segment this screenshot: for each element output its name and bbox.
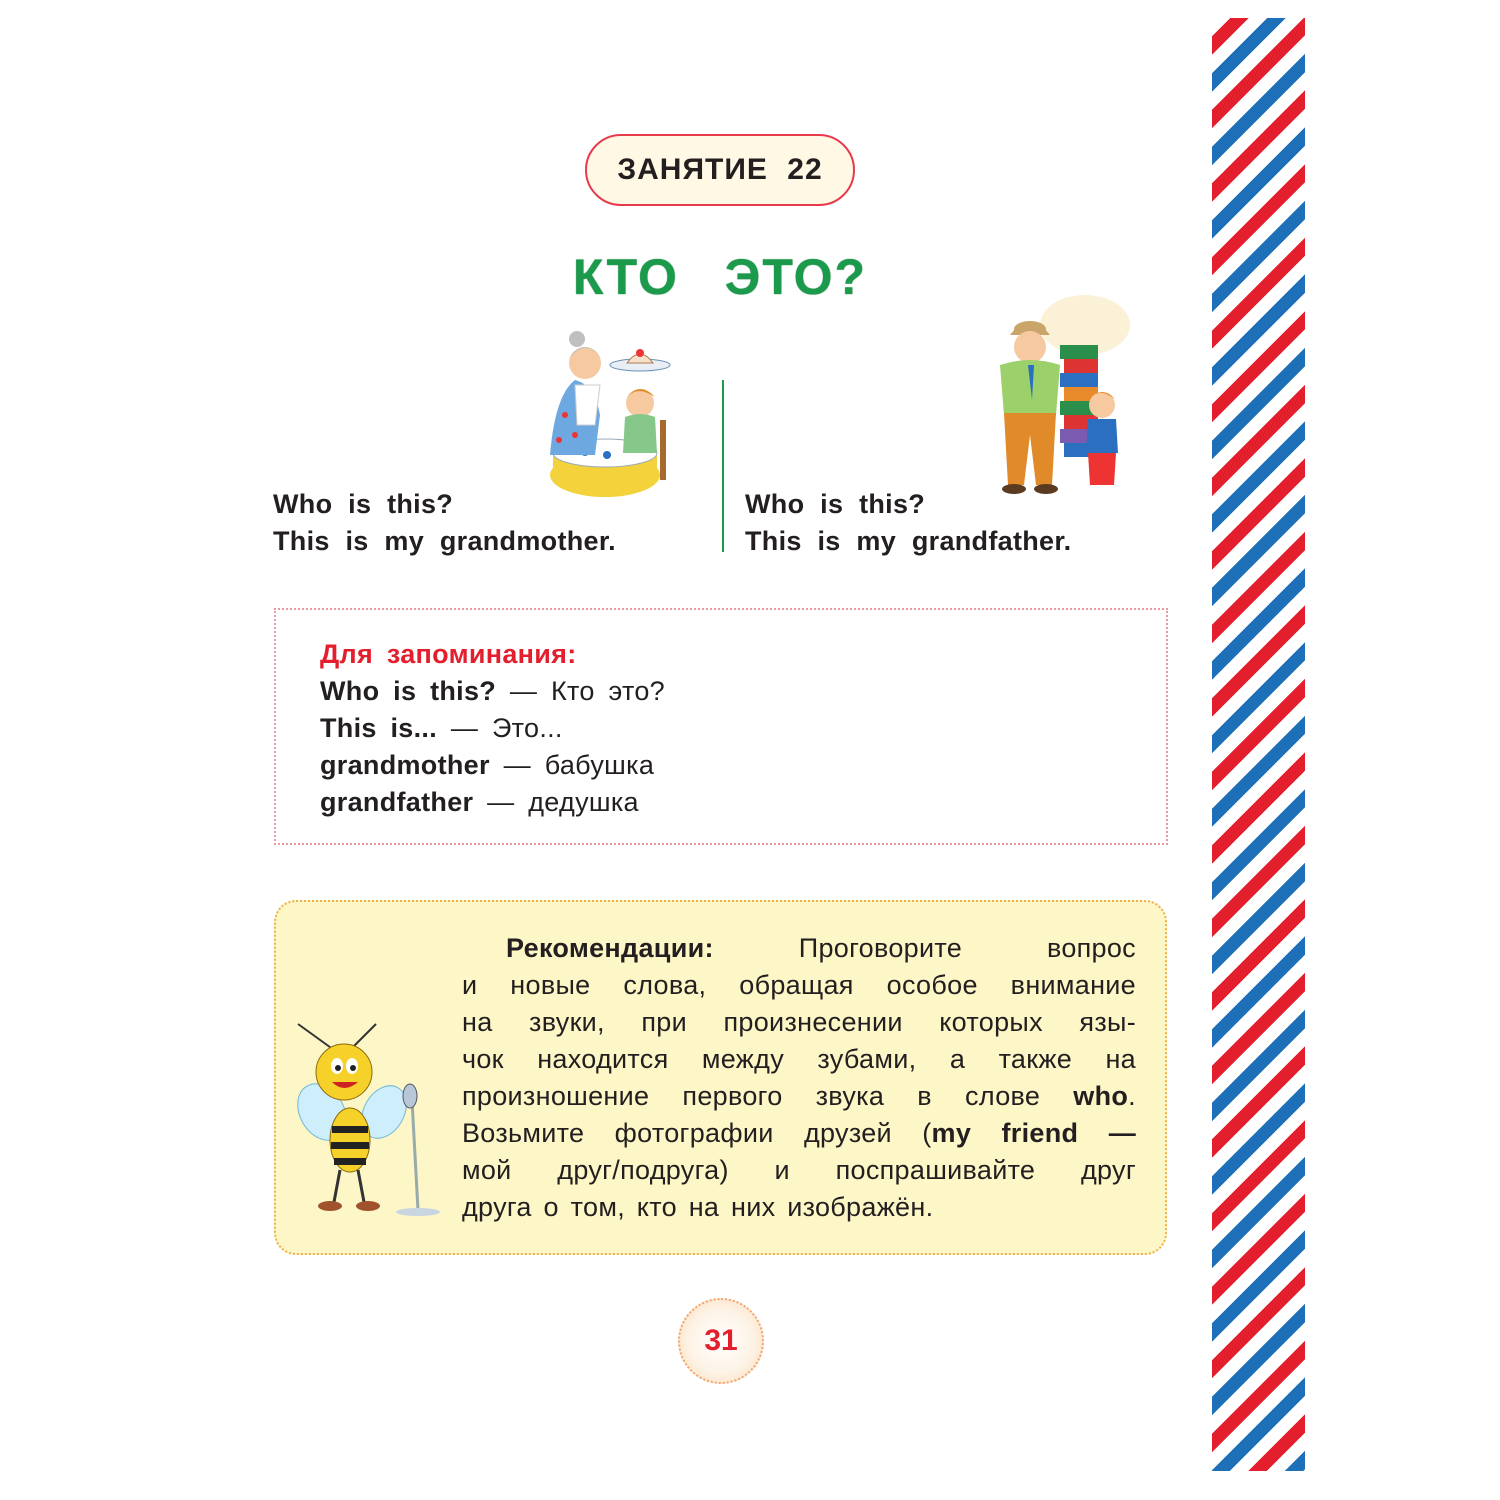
dialog-question: Who is this? xyxy=(745,489,926,519)
rec-line: Возьмите фотографии друзей (my friend — xyxy=(462,1118,1136,1148)
memo-term: grandfather xyxy=(320,787,474,817)
recommendations-text xyxy=(462,930,1136,1226)
memo-item xyxy=(320,784,665,821)
memo-content xyxy=(320,636,665,821)
memo-term: This is... xyxy=(320,713,438,743)
rec-line: на звуки, при произнесении которых язы- xyxy=(462,1007,1136,1037)
memo-item xyxy=(320,710,665,747)
page-title: КТО ЭТО? xyxy=(572,249,868,305)
rec-line: чок находится между зубами, а также на xyxy=(462,1044,1136,1074)
grandmother-illustration xyxy=(545,325,680,505)
rec-label: Рекомендации: xyxy=(506,933,714,963)
page-number: 31 xyxy=(678,1298,764,1384)
memo-translation: — бабушка xyxy=(503,750,655,780)
grandfather-illustration xyxy=(990,285,1130,500)
dialog-answer: This is my grandfather. xyxy=(745,526,1072,556)
column-divider xyxy=(722,380,724,552)
lesson-badge: ЗАНЯТИЕ 22 xyxy=(585,134,855,206)
rec-word-who: who xyxy=(1073,1081,1129,1111)
memo-translation: — Это... xyxy=(450,713,563,743)
rec-line: и новые слова, обращая особое внимание xyxy=(462,970,1136,1000)
memo-term: grandmother xyxy=(320,750,490,780)
memo-translation: — дедушка xyxy=(487,787,639,817)
bee-illustration xyxy=(292,1020,440,1220)
rec-line: мой друг/подруга) и поспрашивайте друг xyxy=(462,1155,1136,1185)
memo-item xyxy=(320,673,665,710)
rec-phrase-my-friend: my friend xyxy=(931,1118,1079,1148)
memo-title: Для запоминания: xyxy=(320,639,577,669)
dialog-grandmother xyxy=(273,486,616,560)
rec-line: друга о том, кто на них изображён. xyxy=(462,1192,934,1222)
dialog-question: Who is this? xyxy=(273,489,454,519)
dialog-grandfather xyxy=(745,486,1071,560)
rec-line: произношение первого звука в слове who. xyxy=(462,1081,1136,1111)
memo-term: Who is this? xyxy=(320,676,497,706)
memo-translation: — Кто это? xyxy=(509,676,665,706)
striped-border xyxy=(1212,18,1305,1471)
rec-line: Рекомендации: Проговорите вопрос xyxy=(506,933,1136,963)
dialog-answer: This is my grandmother. xyxy=(273,526,616,556)
memo-item xyxy=(320,747,665,784)
